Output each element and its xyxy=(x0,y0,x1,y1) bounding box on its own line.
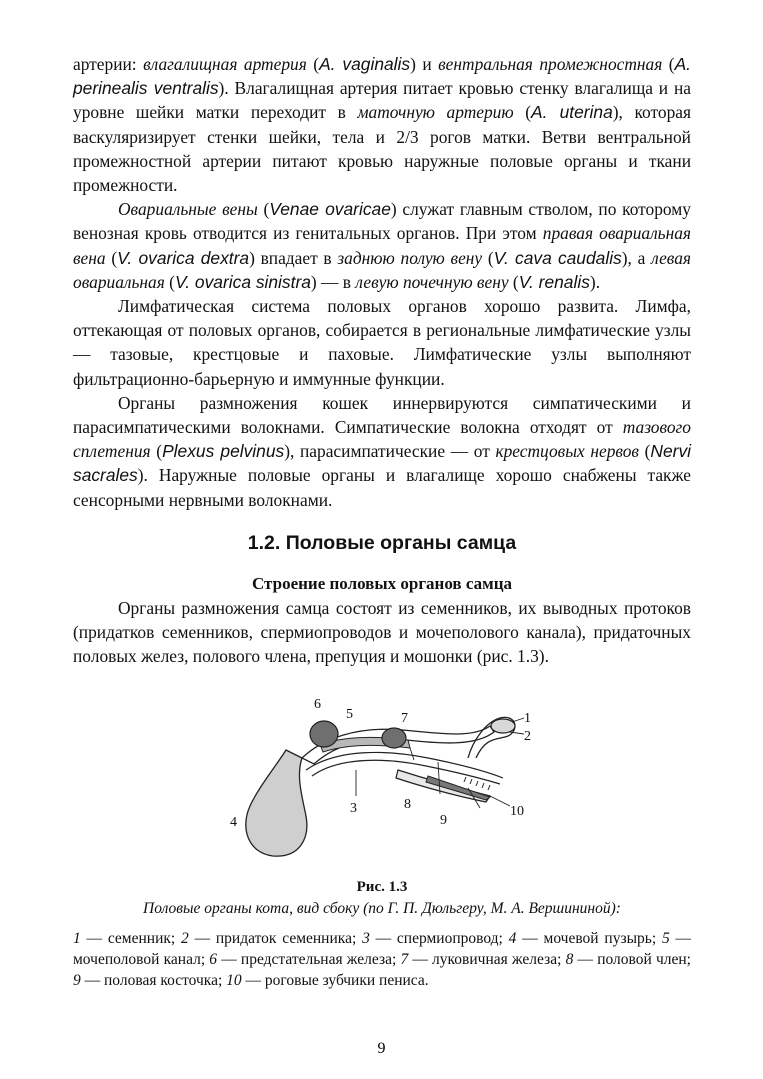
fig-label-8: 8 xyxy=(404,797,411,813)
paragraph-arteries xyxy=(73,52,691,197)
legend-num: 1 xyxy=(73,930,81,948)
text: Органы размножения кошек иннервируются симпатическими и парасимпатическими волокнами. Симпатические волокна отходят от xyxy=(73,392,691,438)
text: ) служат главным стволом, по которому венозная кровь отводится из генитальных органов. При этом xyxy=(73,199,691,244)
fig-label-9: 9 xyxy=(440,813,447,829)
term: правая овариальная вена xyxy=(73,223,691,268)
text: ( xyxy=(150,441,163,462)
text: ( xyxy=(662,54,675,74)
text: ), а xyxy=(621,247,652,268)
page-body xyxy=(73,52,691,991)
fig-label-5: 5 xyxy=(346,707,353,723)
page-number: 9 xyxy=(377,1040,386,1057)
latin-term: Venae ovaricae xyxy=(269,199,391,220)
text: ( xyxy=(105,247,118,268)
legend-num: 6 xyxy=(209,951,218,969)
term: крестцовых нервов xyxy=(495,441,639,462)
paragraph-lymph: Лимфатическая система половых органов хорошо развита. Лимфа, оттекающая от половых органов, собирается в региональные лимфатические узлы — тазовые, крестцовые и паховые. Лимфатические узлы выполняют фильтрационно-барьерную и иммунные функции. xyxy=(73,296,691,389)
legend-text: — половая косточка; xyxy=(80,972,227,990)
text: ), парасимпатические — от xyxy=(284,441,496,462)
legend-text: — луковичная железа; xyxy=(408,951,566,969)
bladder-shape xyxy=(246,750,307,856)
term: тазового сплетения xyxy=(73,417,691,462)
legend-num: 9 xyxy=(73,972,81,990)
term: левая овариальная xyxy=(73,247,692,292)
legend-num: 10 xyxy=(226,972,242,990)
legend-text: — половой член; xyxy=(573,951,691,969)
latin-term: V. ovarica sinistra xyxy=(174,271,311,292)
legend-num: 4 xyxy=(508,930,517,948)
latin-term: A. vaginalis xyxy=(319,54,411,74)
term: заднюю полую вену xyxy=(337,247,483,268)
legend-num: 3 xyxy=(362,930,370,948)
latin-term: V. cava caudalis xyxy=(493,247,622,268)
text: ) впадает в xyxy=(249,247,338,268)
figure-subtitle: Половые органы кота, вид сбоку (по Г. П. Дюльгеру, М. А. Вершининой): xyxy=(143,900,621,918)
text: ( xyxy=(513,102,532,123)
fig-label-1: 1 xyxy=(524,711,531,727)
latin-term: V. renalis xyxy=(518,271,590,292)
legend-text: — роговые зубчики пениса. xyxy=(241,972,429,990)
latin-term: A. uterina xyxy=(531,102,613,123)
anatomy-drawing xyxy=(228,678,531,868)
legend-text: — мочеполовой канал; xyxy=(73,930,691,969)
latin-term: V. ovarica dextra xyxy=(117,247,250,268)
fig-label-10: 10 xyxy=(510,804,524,820)
legend-text: — мочевой пузырь; xyxy=(516,930,662,948)
figure-title: Рис. 1.3 xyxy=(356,879,408,896)
legend-num: 7 xyxy=(400,951,409,969)
term: левую почечную вену xyxy=(355,271,509,292)
legend-num: 8 xyxy=(565,951,574,969)
legend-num: 2 xyxy=(181,930,189,948)
text: ( xyxy=(257,199,270,220)
text: ( xyxy=(482,247,494,268)
paragraph-nerves xyxy=(73,391,691,512)
figure-illustration xyxy=(73,678,691,868)
latin-term: Plexus pelvinus xyxy=(162,441,285,462)
text: ( xyxy=(508,271,519,292)
text: ). Наружные половые органы и влагалище хорошо снабжены также сенсорными нервными волокнами. xyxy=(73,465,691,510)
text: ( xyxy=(638,441,651,462)
legend-num: 5 xyxy=(661,930,670,948)
prostate-gland xyxy=(310,721,338,747)
text: ( xyxy=(306,54,320,74)
legend-text: — предстательная железа; xyxy=(217,951,401,969)
text: ). Влагалищная артерия питает кровью стенку влагалища и на уровне шейки матки переходит в xyxy=(73,78,691,123)
term: влагалищная артерия xyxy=(143,54,307,74)
text: ). xyxy=(589,271,601,292)
testis xyxy=(491,719,515,733)
term: маточную артерию xyxy=(357,102,514,123)
section-title: 1.2. Половые органы самца xyxy=(247,531,517,554)
text: ), которая васкуляризирует стенки шейки, тела и 2/3 рогов матки. Ветви вентральной промежностной артерии питают кровью наружные половые органы и ткани промежности. xyxy=(73,102,692,196)
fig-label-4: 4 xyxy=(230,815,237,831)
fig-label-6: 6 xyxy=(314,697,321,713)
bulbourethral-gland xyxy=(382,728,406,748)
latin-term: Nervi sacrales xyxy=(73,441,692,486)
term: Овариальные вены xyxy=(118,199,258,220)
legend-text: — спермиопровод; xyxy=(369,930,509,948)
term: вентральная промежностная xyxy=(438,54,663,74)
legend-text: — семенник; xyxy=(80,930,182,948)
text: ( xyxy=(164,271,175,292)
text: ) и xyxy=(410,54,439,74)
subsection-title: Строение половых органов самца xyxy=(252,573,512,593)
text: артерии: xyxy=(73,54,144,74)
paragraph-veins xyxy=(73,197,691,294)
figure-legend xyxy=(73,928,691,991)
fig-label-7: 7 xyxy=(401,711,408,727)
penile-spines xyxy=(464,777,490,790)
text: ) — в xyxy=(310,271,356,292)
paragraph-male-organs: Органы размножения самца состоят из семенников, их выводных протоков (придатков семенников, спермиопроводов и мочеполового канала), придаточных половых желез, полового члена, препуция и мошонки (рис. 1.3). xyxy=(73,597,691,667)
legend-text: — придаток семенника; xyxy=(188,930,363,948)
fig-label-3: 3 xyxy=(350,801,357,817)
latin-term: A. perinealis ventralis xyxy=(73,54,692,99)
fig-label-2: 2 xyxy=(524,729,531,745)
